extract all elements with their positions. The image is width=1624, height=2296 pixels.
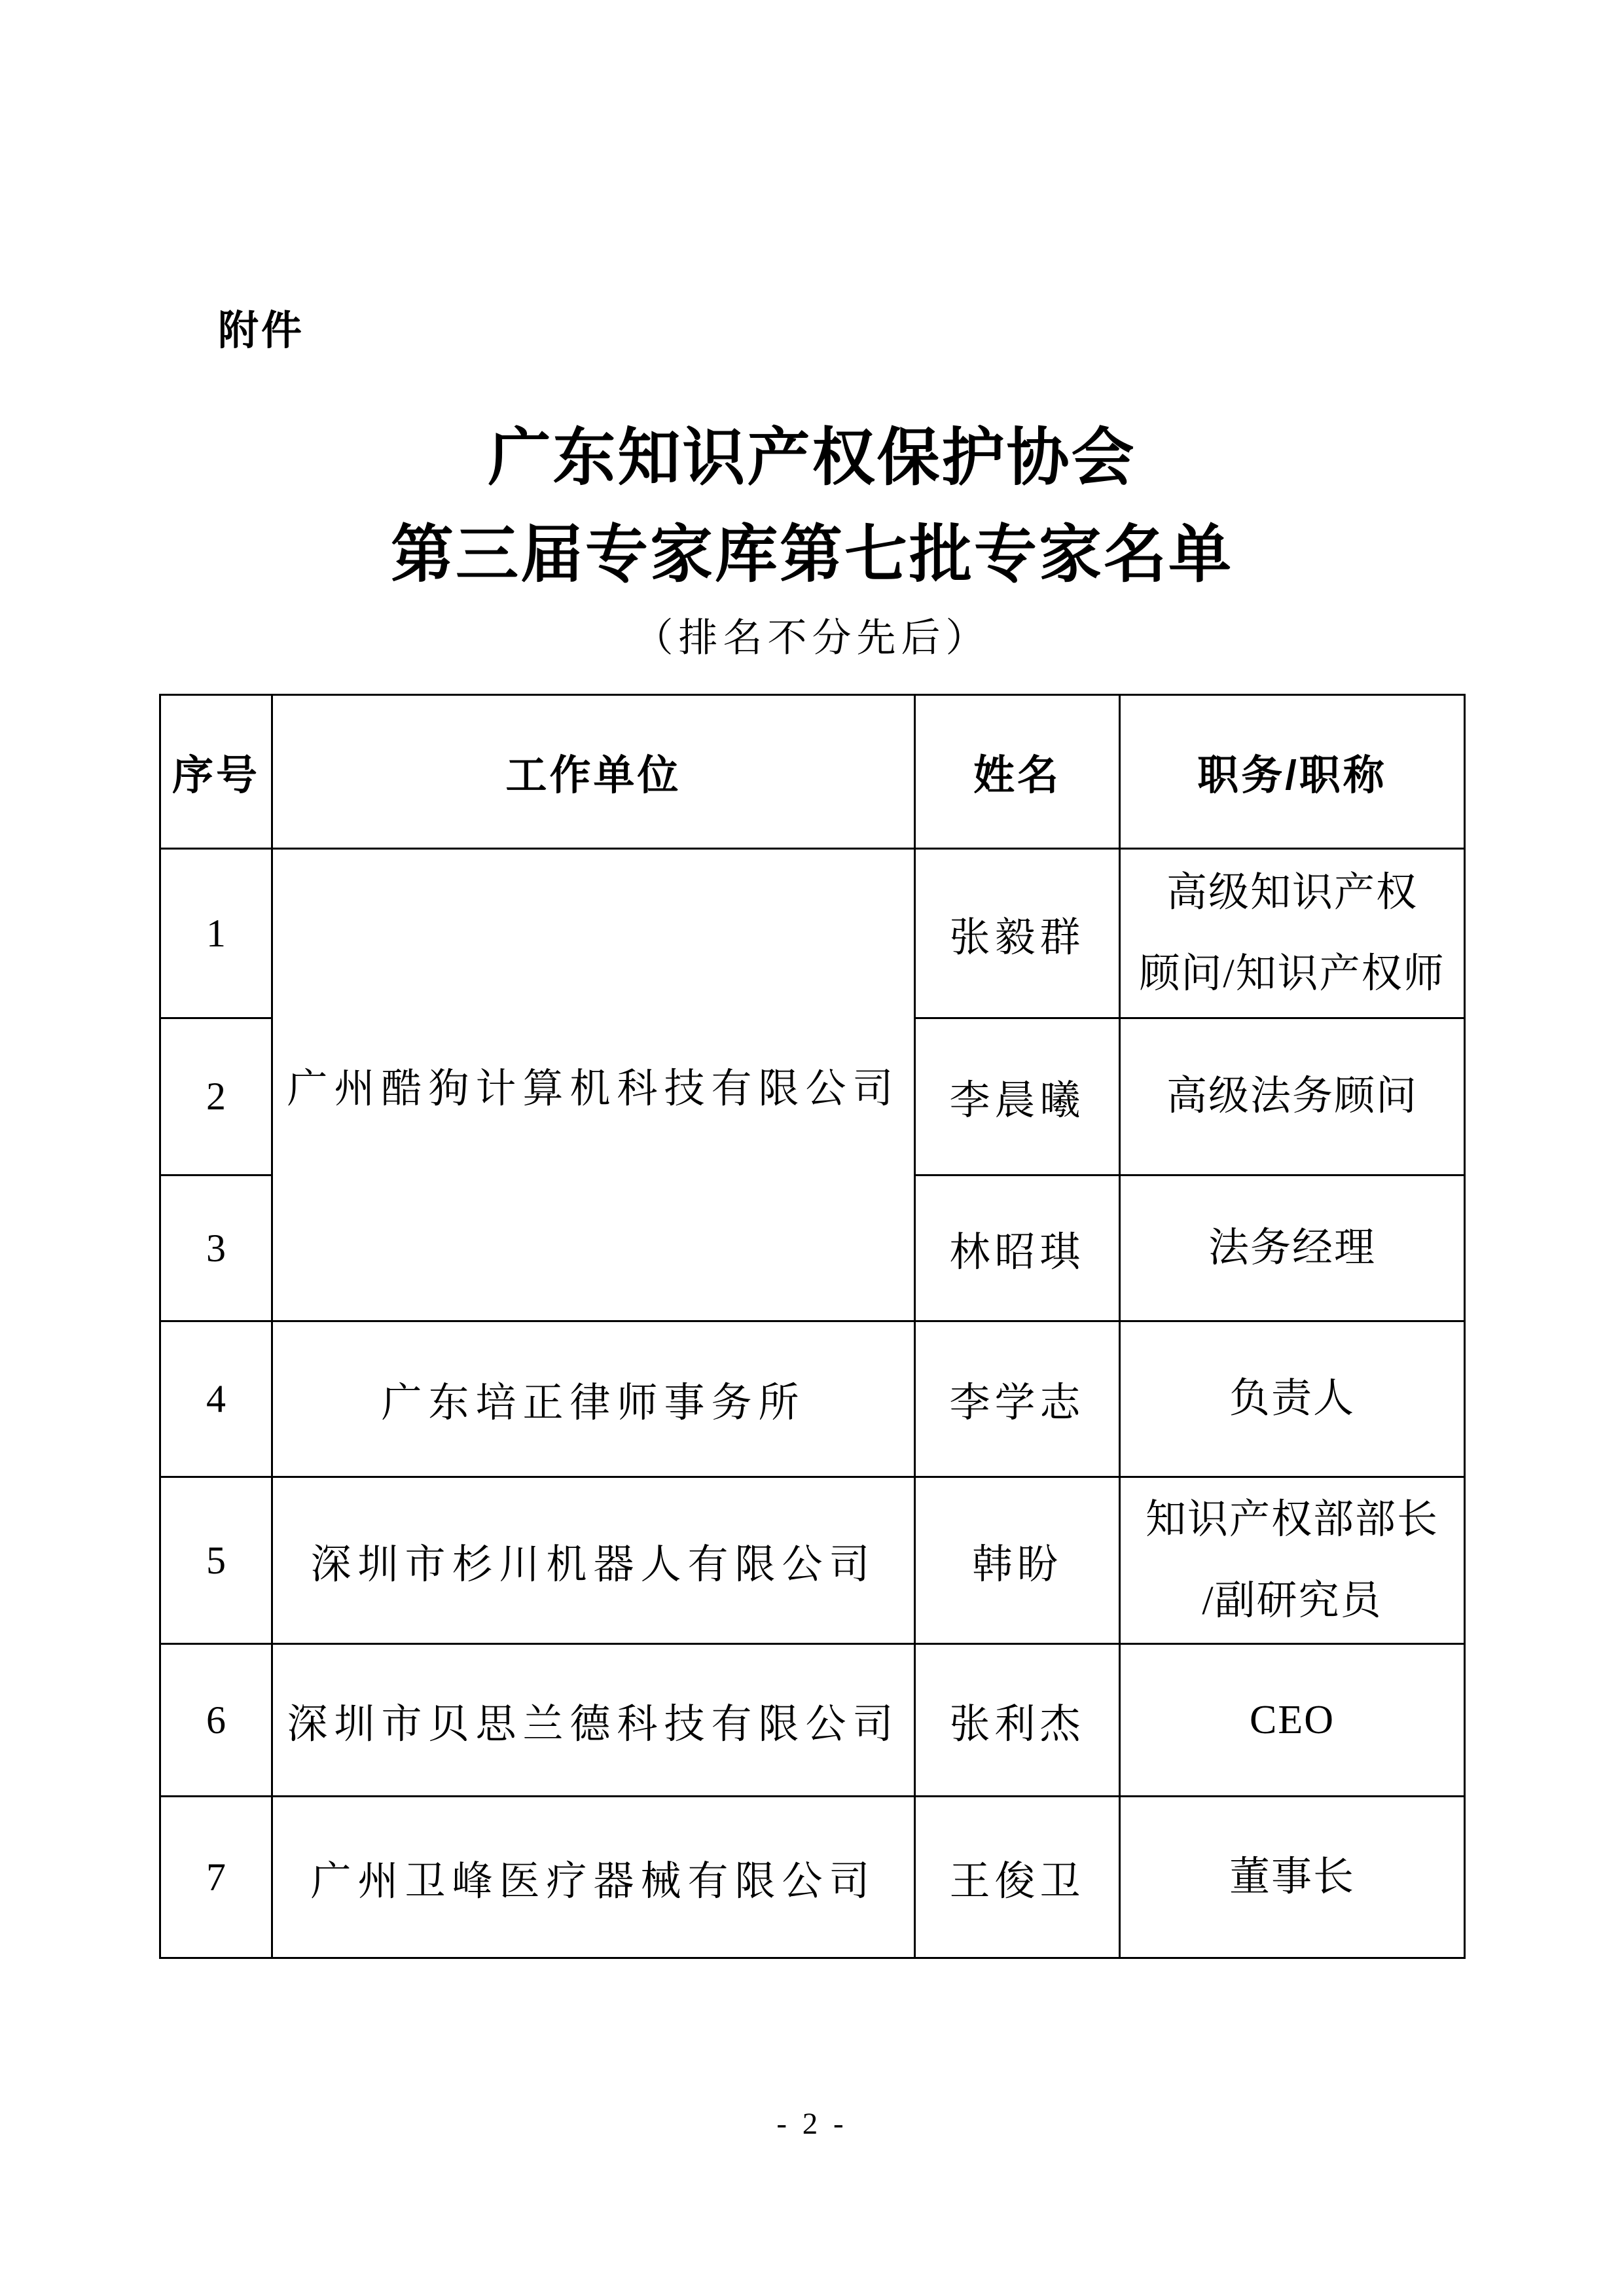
table-row (160, 849, 1465, 1018)
title-cell (1120, 849, 1465, 1018)
name-cell: 李晨曦 (915, 1018, 1120, 1175)
title-cell (1120, 1018, 1465, 1175)
table-row (160, 1644, 1465, 1797)
name-cell: 张毅群 (915, 849, 1120, 1018)
table-row (160, 1797, 1465, 1958)
expert-list-table (159, 694, 1466, 1959)
name-cell: 韩盼 (915, 1477, 1120, 1644)
title-cell (1120, 1321, 1465, 1477)
name-cell: 张利杰 (915, 1644, 1120, 1797)
title-line: 高级知识产权 (1166, 870, 1418, 915)
title-line: 知识产权部部长 (1145, 1498, 1439, 1542)
title-cell (1120, 1797, 1465, 1958)
org-cell: 广州卫峰医疗器械有限公司 (272, 1797, 915, 1958)
title-cell (1120, 1477, 1465, 1644)
serial-cell: 4 (160, 1321, 272, 1477)
serial-cell: 6 (160, 1644, 272, 1797)
header-serial: 序号 (160, 695, 272, 849)
serial-cell: 7 (160, 1797, 272, 1958)
name-cell: 王俊卫 (915, 1797, 1120, 1958)
document-title-line-1: 广东知识产权保护协会 (488, 423, 1136, 493)
table-row (160, 1477, 1465, 1644)
title-cell (1120, 1175, 1465, 1321)
name-cell: 李学志 (915, 1321, 1120, 1477)
title-line: /副研究员 (1202, 1579, 1382, 1623)
attachment-label: 附件 (218, 308, 305, 353)
header-name: 姓名 (915, 695, 1120, 849)
document-title-line-2: 第三届专家库第七批专家名单 (391, 520, 1233, 590)
org-cell: 广东培正律师事务所 (272, 1321, 915, 1477)
title-cell (1120, 1644, 1465, 1797)
title-line: 顾问/知识产权师 (1139, 952, 1445, 996)
serial-cell: 3 (160, 1175, 272, 1321)
org-cell: 深圳市贝思兰德科技有限公司 (272, 1644, 915, 1797)
title-line: 高级法务顾问 (1166, 1074, 1418, 1119)
org-cell-merged: 广州酷狗计算机科技有限公司 (272, 849, 915, 1321)
title-line: CEO (1250, 1697, 1335, 1742)
title-line: 董事长 (1229, 1854, 1355, 1899)
serial-cell: 1 (160, 849, 272, 1018)
document-subtitle: （排名不分先后） (634, 617, 990, 660)
name-cell: 林昭琪 (915, 1175, 1120, 1321)
table-header-row (160, 695, 1465, 849)
serial-cell: 2 (160, 1018, 272, 1175)
header-work-unit: 工作单位 (272, 695, 915, 849)
header-position: 职务/职称 (1120, 695, 1465, 849)
table-row (160, 1321, 1465, 1477)
org-cell: 深圳市杉川机器人有限公司 (272, 1477, 915, 1644)
serial-cell: 5 (160, 1477, 272, 1644)
page-number: - 2 - (776, 2107, 848, 2141)
title-line: 负责人 (1229, 1376, 1355, 1422)
title-line: 法务经理 (1208, 1225, 1376, 1270)
